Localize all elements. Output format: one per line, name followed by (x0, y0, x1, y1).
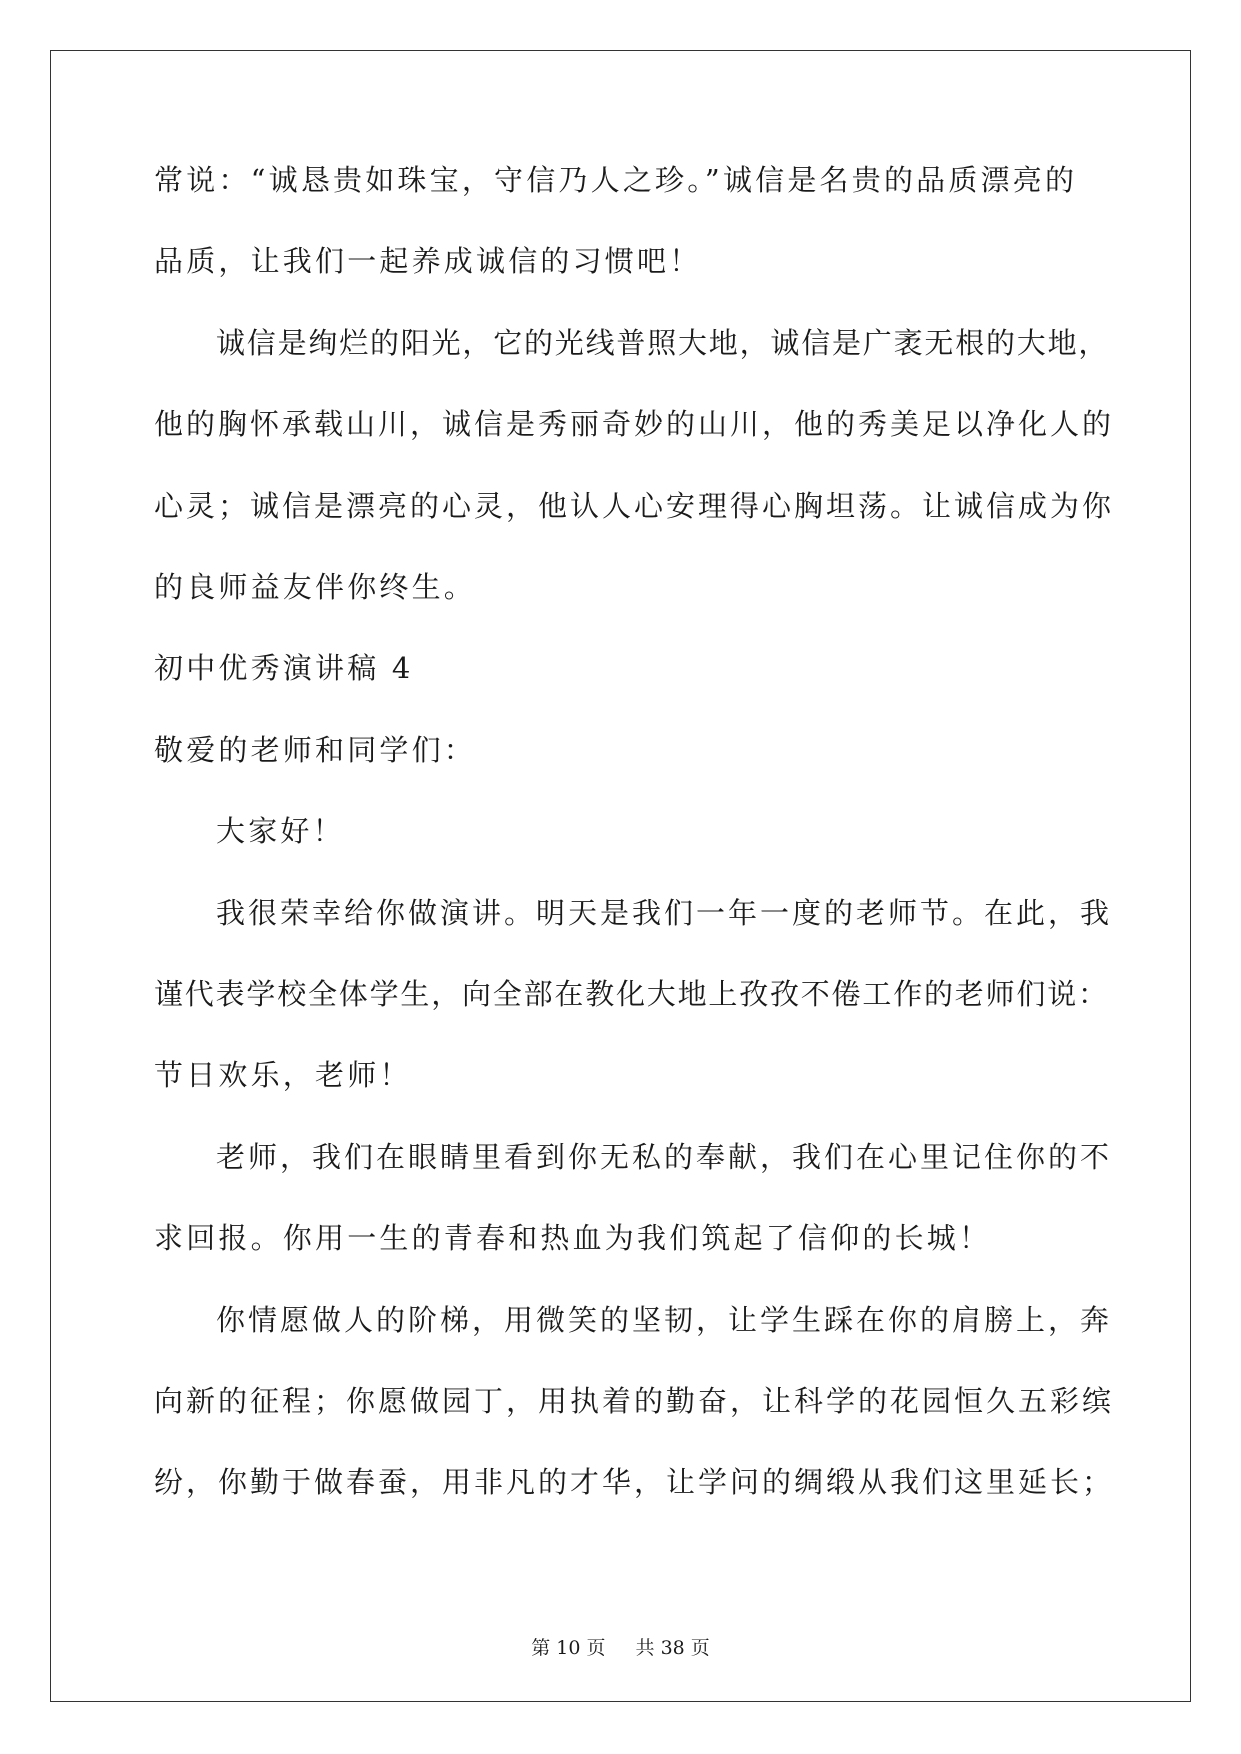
paragraph-line: 纷，你勤于做春蚕，用非凡的才华，让学问的绸缎从我们这里延长； (154, 1465, 1115, 1499)
page-border (50, 50, 1191, 1702)
paragraph-line: 节日欢乐，老师！ (154, 1058, 412, 1092)
paragraph-line: 老师，我们在眼睛里看到你无私的奉献，我们在心里记住你的不 (216, 1140, 1113, 1174)
paragraph-line: 品质，让我们一起养成诚信的习惯吧！ (154, 244, 702, 278)
paragraph-line: 求回报。你用一生的青春和热血为我们筑起了信仰的长城！ (154, 1221, 992, 1255)
page-total: 共 38 页 (635, 1637, 710, 1659)
page-number: 第 10 页 (531, 1637, 606, 1659)
paragraph-line: 我很荣幸给你做演讲。明天是我们一年一度的老师节。在此，我 (216, 896, 1113, 930)
paragraph-line: 他的胸怀承载山川，诚信是秀丽奇妙的山川，他的秀美足以净化人的 (154, 407, 1115, 441)
section-heading: 初中优秀演讲稿 4 (154, 651, 414, 685)
paragraph-line: 向新的征程；你愿做园丁，用执着的勤奋，让科学的花园恒久五彩缤 (154, 1384, 1115, 1418)
paragraph-line: 心灵；诚信是漂亮的心灵，他认人心安理得心胸坦荡。让诚信成为你 (154, 489, 1115, 523)
paragraph-line: 你情愿做人的阶梯，用微笑的坚韧，让学生踩在你的肩膀上，奔 (216, 1303, 1113, 1337)
paragraph-line: 常说：“诚恳贵如珠宝，守信乃人之珍。”诚信是名贵的品质漂亮的 (154, 163, 1078, 197)
greeting: 大家好！ (216, 814, 345, 848)
paragraph-line: 的良师益友伴你终生。 (154, 570, 477, 604)
page-footer (0, 1636, 1241, 1660)
paragraph-line: 谨代表学校全体学生，向全部在教化大地上孜孜不倦工作的老师们说： (154, 977, 1109, 1011)
salutation: 敬爱的老师和同学们： (154, 733, 477, 767)
paragraph-line: 诚信是绚烂的阳光，它的光线普照大地，诚信是广袤无根的大地， (216, 326, 1110, 360)
